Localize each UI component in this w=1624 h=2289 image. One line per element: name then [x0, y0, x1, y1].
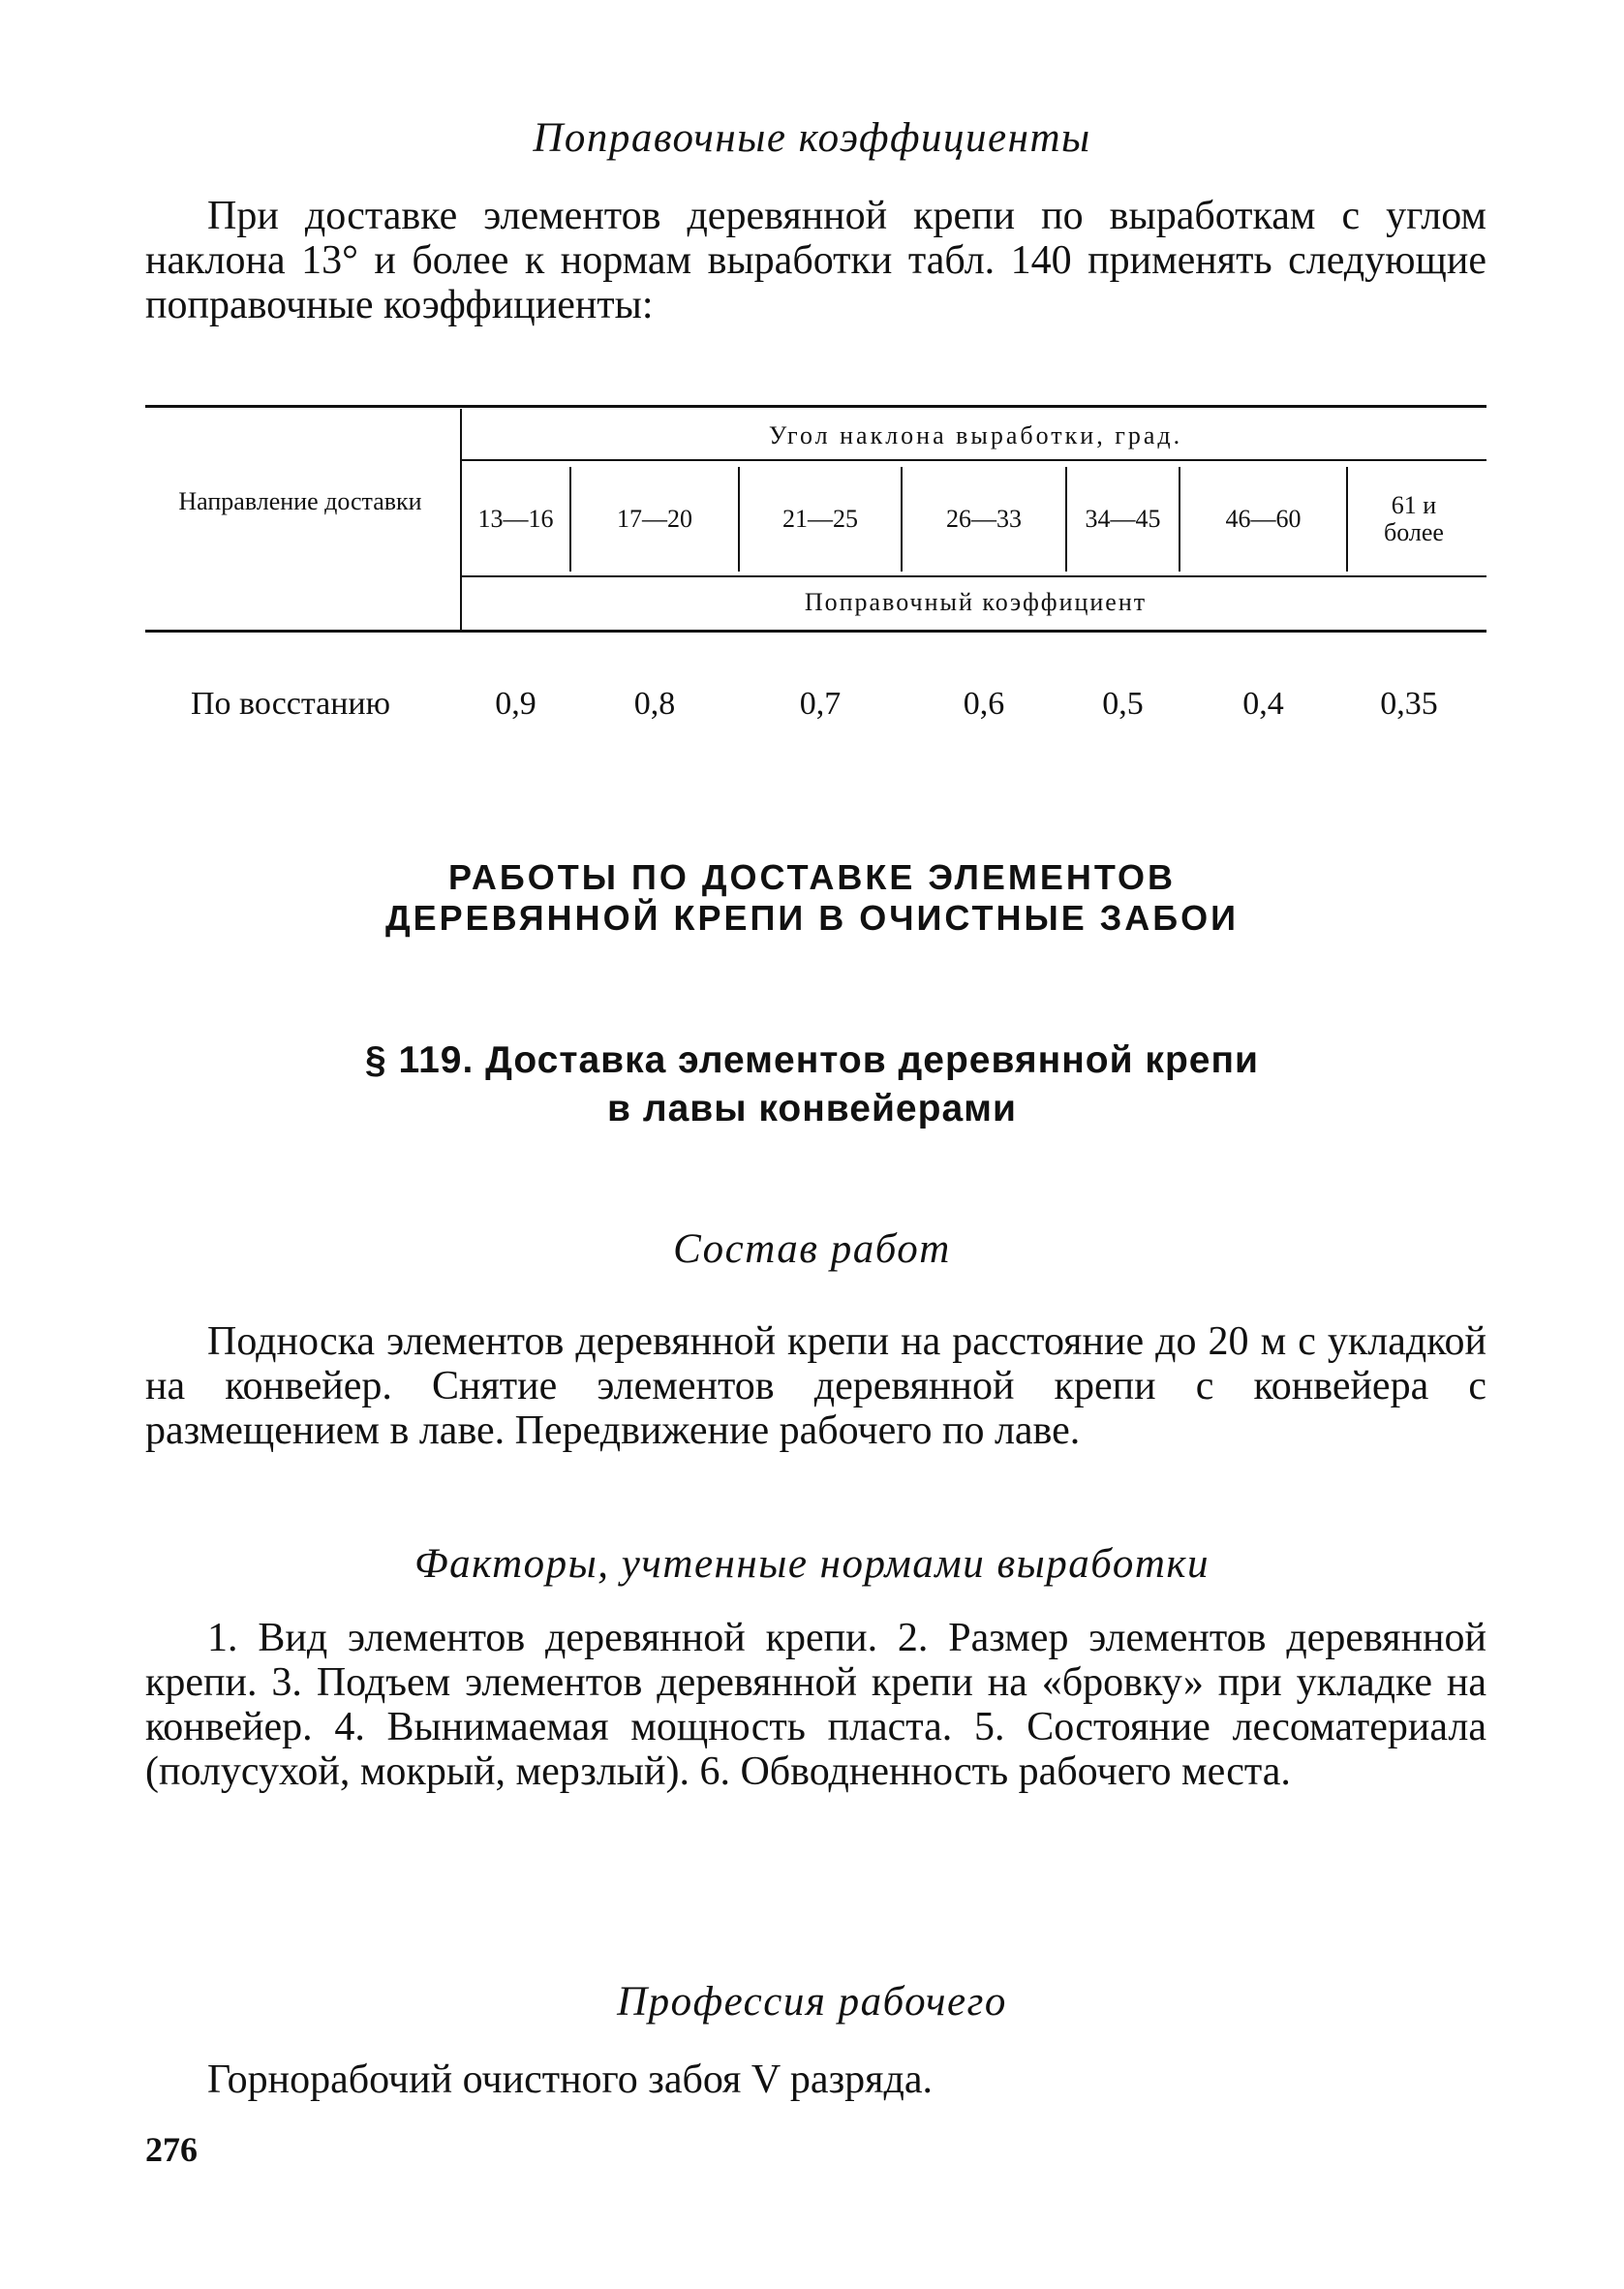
profession-heading: Профессия рабочего [617, 1979, 1007, 2025]
coef-value-6: 0,4 [1242, 686, 1284, 722]
paragraph-title [0, 1036, 1624, 1133]
section-title [0, 857, 1624, 939]
coefficient-header: Поправочный коэффициент [804, 588, 1148, 616]
angle-header: Угол наклона выработки, град. [768, 421, 1183, 449]
profession-paragraph [145, 2057, 1486, 2102]
profession-text: Горнорабочий очистного забоя V разряда. [207, 2057, 933, 2102]
angle-col-4: 26—33 [946, 505, 1022, 533]
factors-text: 1. Вид элементов деревянной крепи. 2. Размер элементов деревянной крепи. 3. Подъем элементов деревянной крепи на «бровку» при укладке на конвейер. 4. Вынимаемая мощность пласта. 5. Состояние лесоматериала (полусухой, мокрый, мерзлый). 6. Обводненность рабочего места. [145, 1616, 1486, 1794]
coef-value-7: 0,35 [1380, 686, 1438, 722]
coef-value-1: 0,9 [495, 686, 536, 722]
correction-coefficients-heading: Поправочные коэффициенты [533, 115, 1091, 161]
paragraph-title-line-1: § 119. Доставка элементов деревянной крепи [365, 1039, 1259, 1081]
composition-paragraph [145, 1319, 1486, 1453]
coef-value-4: 0,6 [963, 686, 1005, 722]
intro-text: При доставке элементов деревянной крепи по выработкам с углом наклона 13° и более к нормам выработки табл. 140 применять следующие поправочные коэффициенты: [145, 194, 1486, 327]
angle-col-1: 13—16 [477, 505, 554, 533]
section-title-line-2: ДЕРЕВЯННОЙ КРЕПИ В ОЧИСТНЫЕ ЗАБОИ [384, 898, 1240, 938]
angle-col-6: 46—60 [1225, 505, 1302, 533]
delivery-direction-header: Направление доставки [178, 487, 422, 515]
coef-value-5: 0,5 [1102, 686, 1144, 722]
section-title-line-1: РАБОТЫ ПО ДОСТАВКЕ ЭЛЕМЕНТОВ [448, 857, 1176, 897]
factors-heading: Факторы, учтенные нормами выработки [414, 1541, 1210, 1587]
angle-col-7: 61 и более [1384, 491, 1444, 546]
page-number: 276 [145, 2130, 198, 2169]
angle-col-5: 34—45 [1085, 505, 1161, 533]
angle-col-2: 17—20 [617, 505, 692, 533]
composition-text: Подноска элементов деревянной крепи на расстояние до 20 м с укладкой на конвейер. Снятие элементов деревянной крепи с конвейера с размещением в лаве. Передвижение рабочего по лаве. [145, 1319, 1486, 1453]
coef-value-3: 0,7 [799, 686, 842, 722]
coef-value-2: 0,8 [633, 686, 676, 722]
correction-table [145, 397, 1486, 639]
intro-paragraph [145, 194, 1486, 327]
angle-col-3: 21—25 [782, 505, 858, 533]
paragraph-title-line-2: в лавы конвейерами [607, 1088, 1017, 1129]
composition-heading: Состав работ [673, 1226, 951, 1272]
row-label: По восстанию [190, 686, 391, 722]
factors-paragraph [145, 1616, 1486, 1794]
